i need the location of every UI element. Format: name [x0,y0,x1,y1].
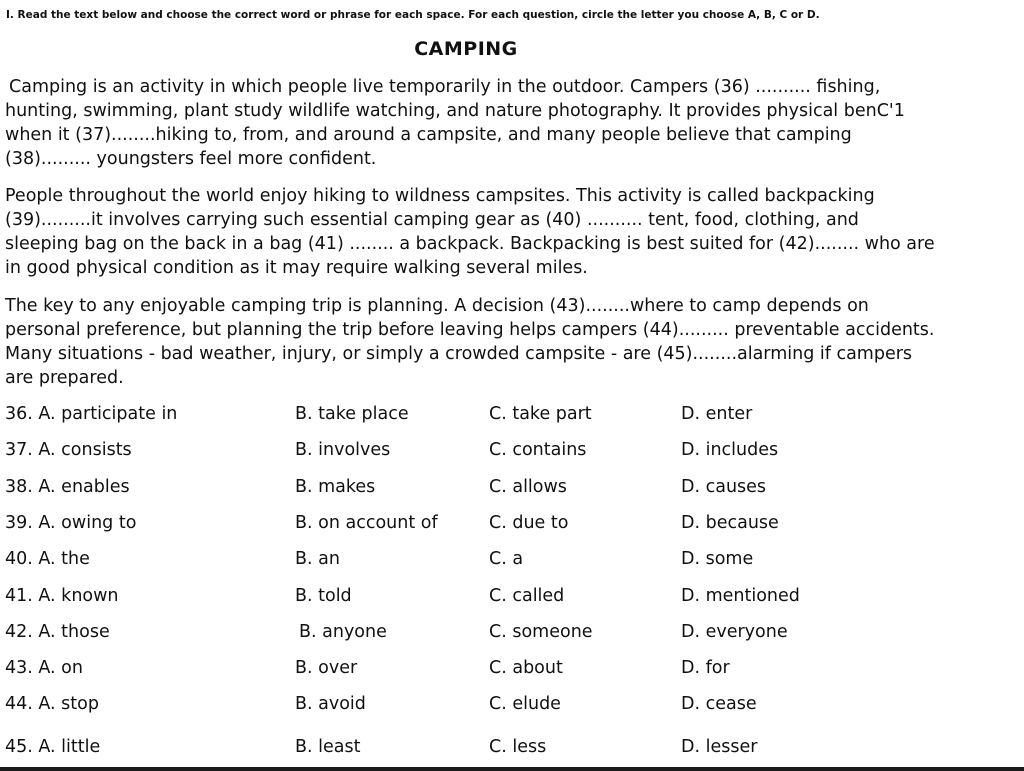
option-d: D. cease [681,694,757,714]
option-c: C. about [489,658,563,678]
bottom-divider [0,767,1024,771]
option-c: C. a [489,549,524,569]
option-a: 36. A. participate in [5,404,178,424]
passage-paragraph-3: The key to any enjoyable camping trip is planning. A decision (43)........where to camp depends on personal preference, but planning the trip before leaving helps campers (44)......... preventable accidents. Many situations - bad weather, injury, or simply a crowded campsite - are (45)........alarming if campers are prepared. [5,296,935,388]
option-c: C. called [489,586,565,606]
passage-paragraph-1: Camping is an activity in which people live temporarily in the outdoor. Campers (36) .......... fishing, hunting, swimming, plant study wildlife watching, and nature photography. It provides physical benC'1 when it (37)........hiking to, from, and around a campsite, and many people believe that camping (38)......... youngsters feel more confident. [5,77,905,169]
option-b: B. avoid [295,694,366,714]
option-d: D. includes [681,440,779,460]
option-d: D. causes [681,477,767,497]
option-a: 39. A. owing to [5,513,137,533]
option-d: D. some [681,549,754,569]
option-c: C. due to [489,513,569,533]
option-c: C. contains [489,440,587,460]
option-b: B. on account of [295,513,438,533]
option-d: D. enter [681,404,753,424]
instruction-line: I. Read the text below and choose the correct word or phrase for each space. For each question, circle the letter you choose A, B, C or D. [6,9,820,21]
option-c: C. less [489,737,547,757]
option-c: C. allows [489,477,567,497]
option-b: B. over [295,658,358,678]
passage-paragraph-2: People throughout the world enjoy hiking to wildness campsites. This activity is called backpacking (39).........it involves carrying such essential camping gear as (40) .......... tent, food, clothing, and sleeping bag on the back in a bag (41) ........ a backpack. Backpacking is best suited for (42)........ who are in good physical condition as it may require walking several miles. [5,186,935,278]
option-d: D. for [681,658,730,678]
option-a: 43. A. on [5,658,83,678]
option-a: 40. A. the [5,549,90,569]
option-a: 42. A. those [5,622,110,642]
option-b: B. involves [295,440,391,460]
option-a: 45. A. little [5,737,101,757]
option-c: C. someone [489,622,593,642]
option-b: B. makes [295,477,376,497]
option-d: D. because [681,513,779,533]
option-c: C. take part [489,404,592,424]
option-c: C. elude [489,694,561,714]
option-a: 41. A. known [5,586,119,606]
page-title: CAMPING [414,38,518,60]
option-d: D. lesser [681,737,758,757]
option-b: B. take place [295,404,409,424]
option-d: D. mentioned [681,586,800,606]
option-a: 44. A. stop [5,694,99,714]
option-b: B. told [295,586,352,606]
option-b: B. least [295,737,361,757]
option-a: 37. A. consists [5,440,132,460]
option-b: B. an [295,549,340,569]
option-a: 38. A. enables [5,477,130,497]
option-d: D. everyone [681,622,788,642]
option-b: B. anyone [299,622,387,642]
